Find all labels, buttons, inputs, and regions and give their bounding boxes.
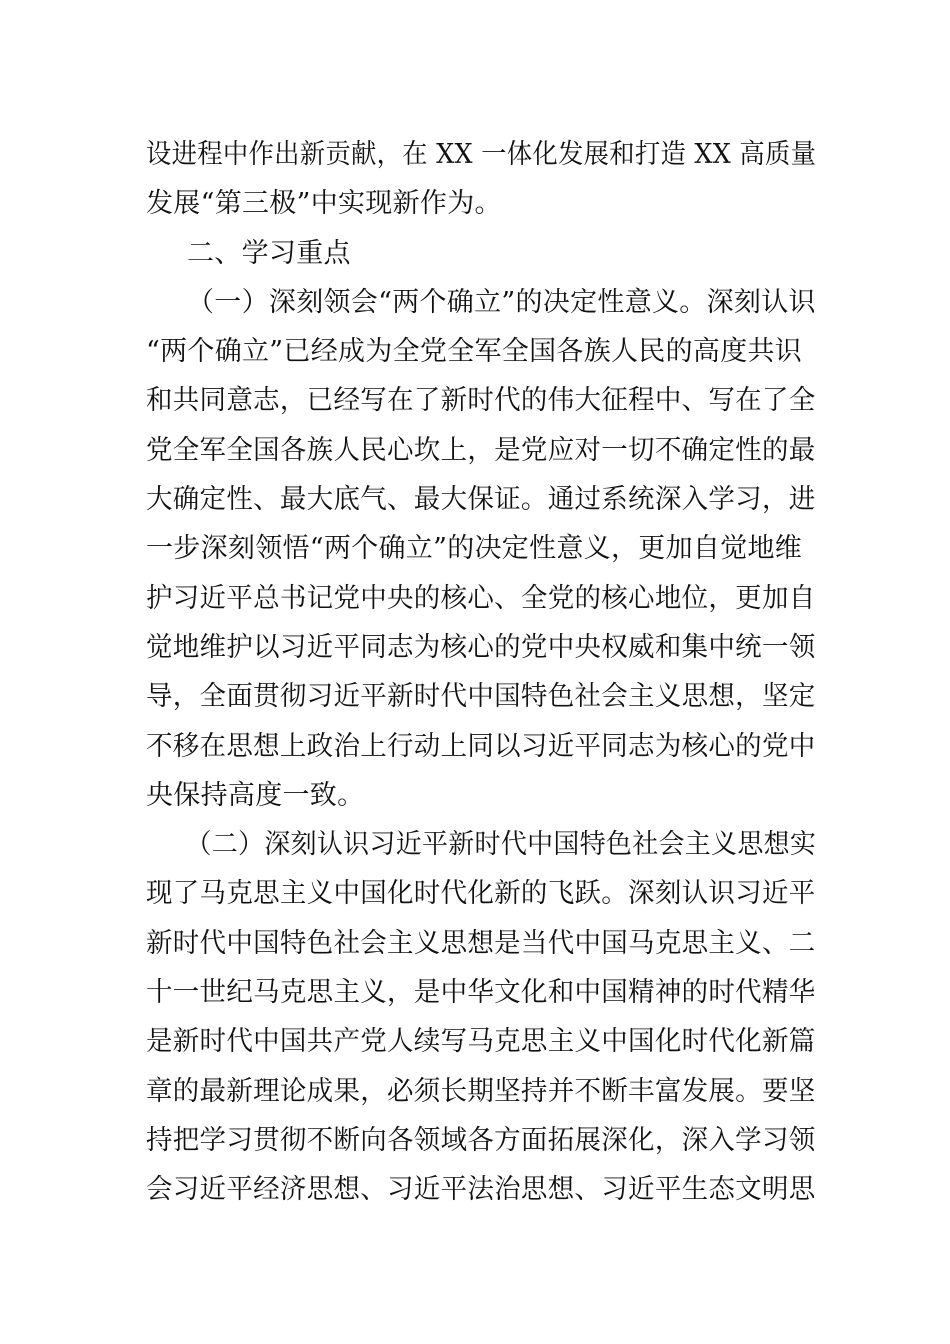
document-line: 十一世纪马克思主义，是中华文化和中国精神的时代精华 — [146, 977, 816, 1009]
document-line: “两个确立”已经成为全党全军全国各族人民的高度共识 — [146, 336, 803, 368]
document-body — [146, 130, 816, 1215]
document-line: 和共同意志，已经写在了新时代的伟大征程中、写在了全 — [146, 385, 816, 417]
document-line: 章的最新理论成果，必须长期坚持并不断丰富发展。要坚 — [146, 1075, 816, 1107]
document-line: 是新时代中国共产党人续写马克思主义中国化时代化新篇 — [146, 1026, 816, 1058]
section-heading: 二、学习重点 — [187, 237, 351, 269]
document-line: 觉地维护以习近平同志为核心的党中央权威和集中统一领 — [146, 631, 816, 663]
document-line: 护习近平总书记党中央的核心、全党的核心地位，更加自 — [146, 582, 816, 614]
document-line: 一步深刻领悟“两个确立”的决定性意义，更加自觉地维 — [146, 533, 803, 565]
document-line: 持把学习贯彻不断向各领域各方面拓展深化，深入学习领 — [146, 1124, 816, 1156]
document-line: 设进程中作出新贡献，在 XX 一体化发展和打造 XX 高质量 — [146, 139, 817, 170]
document-line: 会习近平经济思想、习近平法治思想、习近平生态文明思 — [146, 1174, 816, 1206]
document-line: 党全军全国各族人民心坎上，是党应对一切不确定性的最 — [146, 434, 816, 466]
document-line: 发展“第三极”中实现新作为。 — [146, 188, 502, 220]
document-line: 新时代中国特色社会主义思想是当代中国马克思主义、二 — [146, 927, 816, 959]
document-line: 不移在思想上政治上行动上同以习近平同志为核心的党中 — [146, 730, 816, 762]
document-line: 现了马克思主义中国化时代化新的飞跃。深刻认识习近平 — [146, 878, 816, 910]
paragraph-first-line: （二）深刻认识习近平新时代中国特色社会主义思想实 — [185, 829, 817, 861]
paragraph-first-line: （一）深刻领会“两个确立”的决定性意义。深刻认识 — [187, 286, 816, 318]
document-line: 导，全面贯彻习近平新时代中国特色社会主义思想，坚定 — [146, 681, 816, 713]
document-line: 大确定性、最大底气、最大保证。通过系统深入学习，进 — [146, 484, 816, 516]
document-line: 央保持高度一致。 — [146, 779, 365, 811]
